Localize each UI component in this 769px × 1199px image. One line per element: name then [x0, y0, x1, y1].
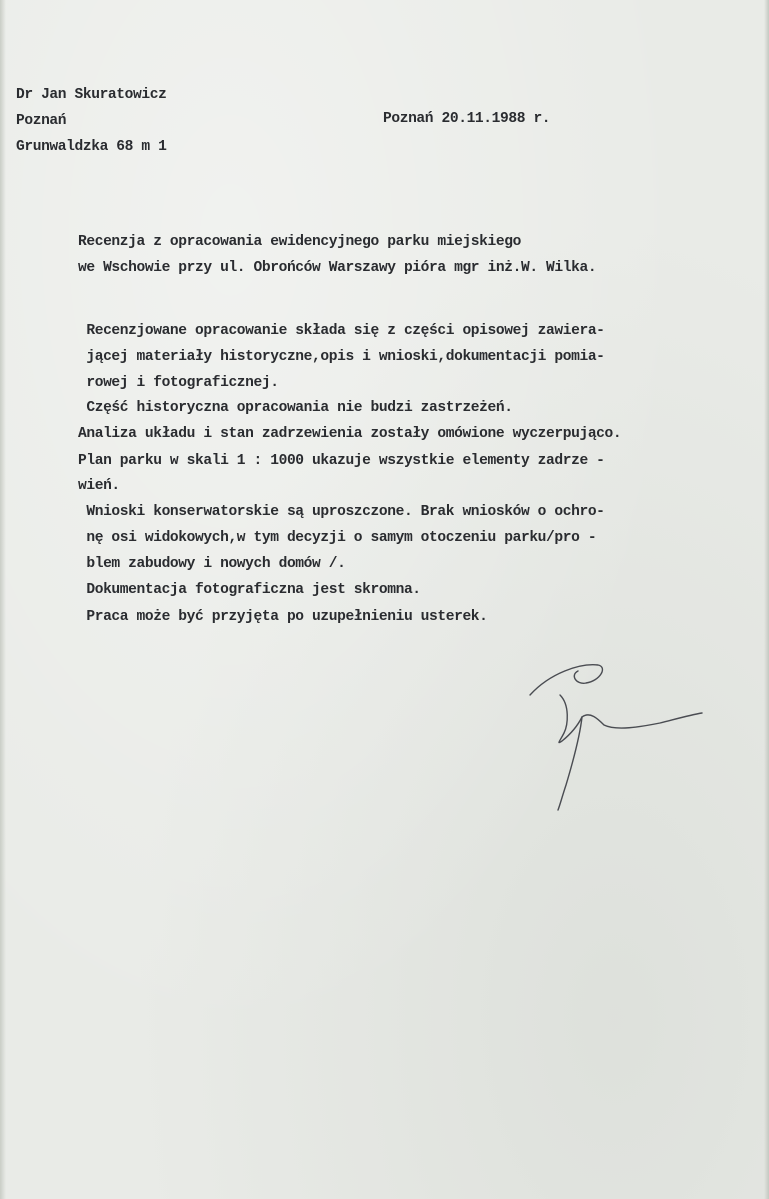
body-line: wień. [78, 478, 120, 494]
sender-city: Poznań [16, 113, 67, 129]
body-line: blem zabudowy i nowych domów /. [78, 556, 346, 572]
subject-line-2: we Wschowie przy ul. Obrońców Warszawy pióra mgr inż.W. Wilka. [78, 260, 597, 276]
body-line: rowej i fotograficznej. [78, 375, 279, 391]
subject-line-1: Recenzja z opracowania ewidencyjnego parku miejskiego [78, 234, 521, 250]
handwritten-signature [520, 655, 720, 815]
body-line: Praca może być przyjęta po uzupełnieniu usterek. [78, 609, 488, 625]
body-line: jącej materiały historyczne,opis i wnioski,dokumentacji pomia- [78, 349, 605, 365]
page-right-edge [764, 0, 769, 1199]
sender-address: Grunwaldzka 68 m 1 [16, 139, 167, 155]
body-line: Dokumentacja fotograficzna jest skromna. [78, 582, 421, 598]
sender-name: Dr Jan Skuratowicz [16, 87, 167, 103]
page-left-edge [0, 0, 6, 1199]
body-line: Analiza układu i stan zadrzewienia zostały omówione wyczerpująco. [78, 426, 622, 442]
body-line: Recenzjowane opracowanie składa się z części opisowej zawiera- [78, 323, 605, 339]
body-line: Wnioski konserwatorskie są uproszczone. Brak wniosków o ochro- [78, 504, 605, 520]
body-line: Plan parku w skali 1 : 1000 ukazuje wszystkie elementy zadrze - [78, 453, 605, 469]
body-line: Część historyczna opracowania nie budzi zastrzeżeń. [78, 400, 513, 416]
place-and-date: Poznań 20.11.1988 r. [383, 111, 551, 127]
body-line: nę osi widokowych,w tym decyzji o samym otoczeniu parku/pro - [78, 530, 597, 546]
